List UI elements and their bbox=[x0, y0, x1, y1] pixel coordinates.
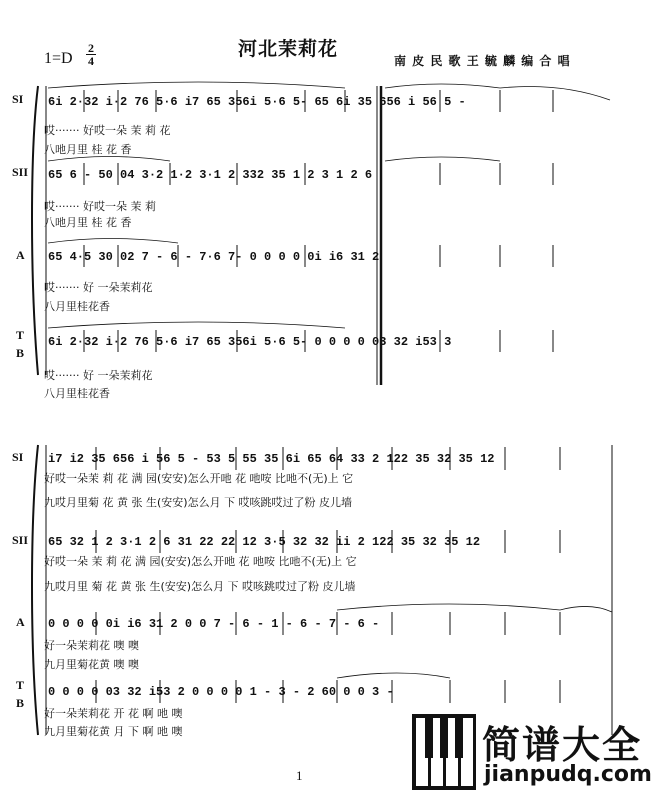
voice-label-soprano-2: SII bbox=[12, 533, 29, 547]
lyric-s1-alto-verse1: 哎······· 好 一朵茉莉花 bbox=[44, 281, 153, 294]
song-title: 河北茉莉花 bbox=[238, 38, 339, 60]
lyric-s2-soprano-2-verse2: 九哎月里 菊 花 黄 张 生(安安)怎么月 下 哎咳跳哎过了粉 皮儿墙 bbox=[44, 580, 356, 593]
piano-keys-icon bbox=[410, 712, 478, 792]
composer-credit: 南 皮 民 歌 王 毓 麟 编 合 唱 bbox=[394, 54, 571, 68]
voice-label-tenor-bass: T B bbox=[16, 678, 25, 710]
time-signature-top: 2 bbox=[88, 41, 94, 55]
page-number: 1 bbox=[296, 768, 303, 783]
lyric-s2-soprano-2-verse1: 好哎一朵 茉 莉 花 满 园(安安)怎么开吔 花 吔咹 比吔不(无)上 它 bbox=[44, 555, 357, 568]
watermark-brand: 简谱大全 bbox=[482, 723, 643, 767]
lyric-s1-tenor-bass-verse1: 哎······· 好 一朵茉莉花 bbox=[44, 369, 153, 382]
lyric-s2-alto-verse2: 九月里菊花黄 噢 噢 bbox=[44, 658, 139, 671]
voice-label-soprano-1: SI bbox=[12, 92, 24, 106]
voice-label-alto: A bbox=[16, 248, 25, 262]
watermark-logo bbox=[410, 712, 652, 792]
lyric-s2-soprano-1-verse1: 好哎一朵茉 莉 花 满 园(安安)怎么开吔 花 吔咹 比吔不(无)上 它 bbox=[44, 472, 354, 485]
voice-label-soprano-1: SI bbox=[12, 450, 24, 464]
lyric-s1-soprano-1-verse2: 八吔月里 桂 花 香 bbox=[44, 143, 132, 156]
voice-label-soprano-2: SII bbox=[12, 165, 29, 179]
time-signature-bottom: 4 bbox=[88, 54, 94, 68]
lyric-s2-alto-verse1: 好一朵茉莉花 噢 噢 bbox=[44, 639, 139, 652]
lyric-s2-tenor-bass-verse1: 好一朵茉莉花 开 花 啊 吔 噢 bbox=[44, 707, 183, 720]
notes-s2-soprano-1: i7 i2 35 656 i 56 5 - 53 5 55 35 6i 65 64 33 2 122 35 32 35 12 bbox=[48, 452, 495, 466]
lyric-s2-tenor-bass-verse2: 九月里菊花黄 月 下 啊 吔 噢 bbox=[44, 725, 183, 738]
voice-label-alto: A bbox=[16, 615, 25, 629]
lyric-s1-soprano-2-verse1: 哎······· 好哎一朵 茉 莉 bbox=[44, 200, 156, 213]
lyric-s1-tenor-bass-verse2: 八月里桂花香 bbox=[44, 387, 110, 400]
lyric-s2-soprano-1-verse2: 九哎月里菊 花 黄 张 生(安安)怎么月 下 哎咳跳哎过了粉 皮儿墙 bbox=[44, 496, 353, 509]
watermark-url: jianpudq.com bbox=[484, 762, 652, 787]
lyric-s1-soprano-1-verse1: 哎······· 好哎一朵 茉 莉 花 bbox=[44, 124, 171, 137]
notes-s1-soprano-1: 6i 2·32 i·2 76 5·6 i7 65 356i 5·6 5- 65 6i 35 656 i 56 5 - bbox=[48, 95, 466, 109]
lyric-s1-alto-verse2: 八月里桂花香 bbox=[44, 300, 110, 313]
notes-s2-tenor-bass: 0 0 0 0 03 32 i53 2 0 0 0 0 1 - 3 - 2 60 0 0 3 - bbox=[48, 685, 394, 699]
notes-s1-soprano-2: 65 6 - 50 04 3·2 1·2 3·1 2 332 35 1 2 3 1 2 6 bbox=[48, 168, 373, 182]
notes-s1-alto: 65 4·5 30 02 7 - 6 - 7·6 7- 0 0 0 0 0i i6 31 2 bbox=[48, 250, 380, 264]
voice-label-tenor-bass: T B bbox=[16, 328, 25, 360]
lyric-s1-soprano-2-verse2: 八吔月里 桂 花 香 bbox=[44, 216, 132, 229]
key-label: 1=D bbox=[44, 50, 73, 67]
notes-s1-tenor-bass: 6i 2·32 i·2 76 5·6 i7 65 356i 5·6 5- 0 0 0 0 03 32 i53 3 bbox=[48, 335, 452, 349]
notes-s2-alto: 0 0 0 0 0i i6 31 2 0 0 7 - 6 - 1 - 6 - 7 - 6 - bbox=[48, 617, 380, 631]
notes-s2-soprano-2: 65 32 1 2 3·1 2 6 31 22 22 12 3·5 32 32 ii 2 122 35 32 35 12 bbox=[48, 535, 481, 549]
